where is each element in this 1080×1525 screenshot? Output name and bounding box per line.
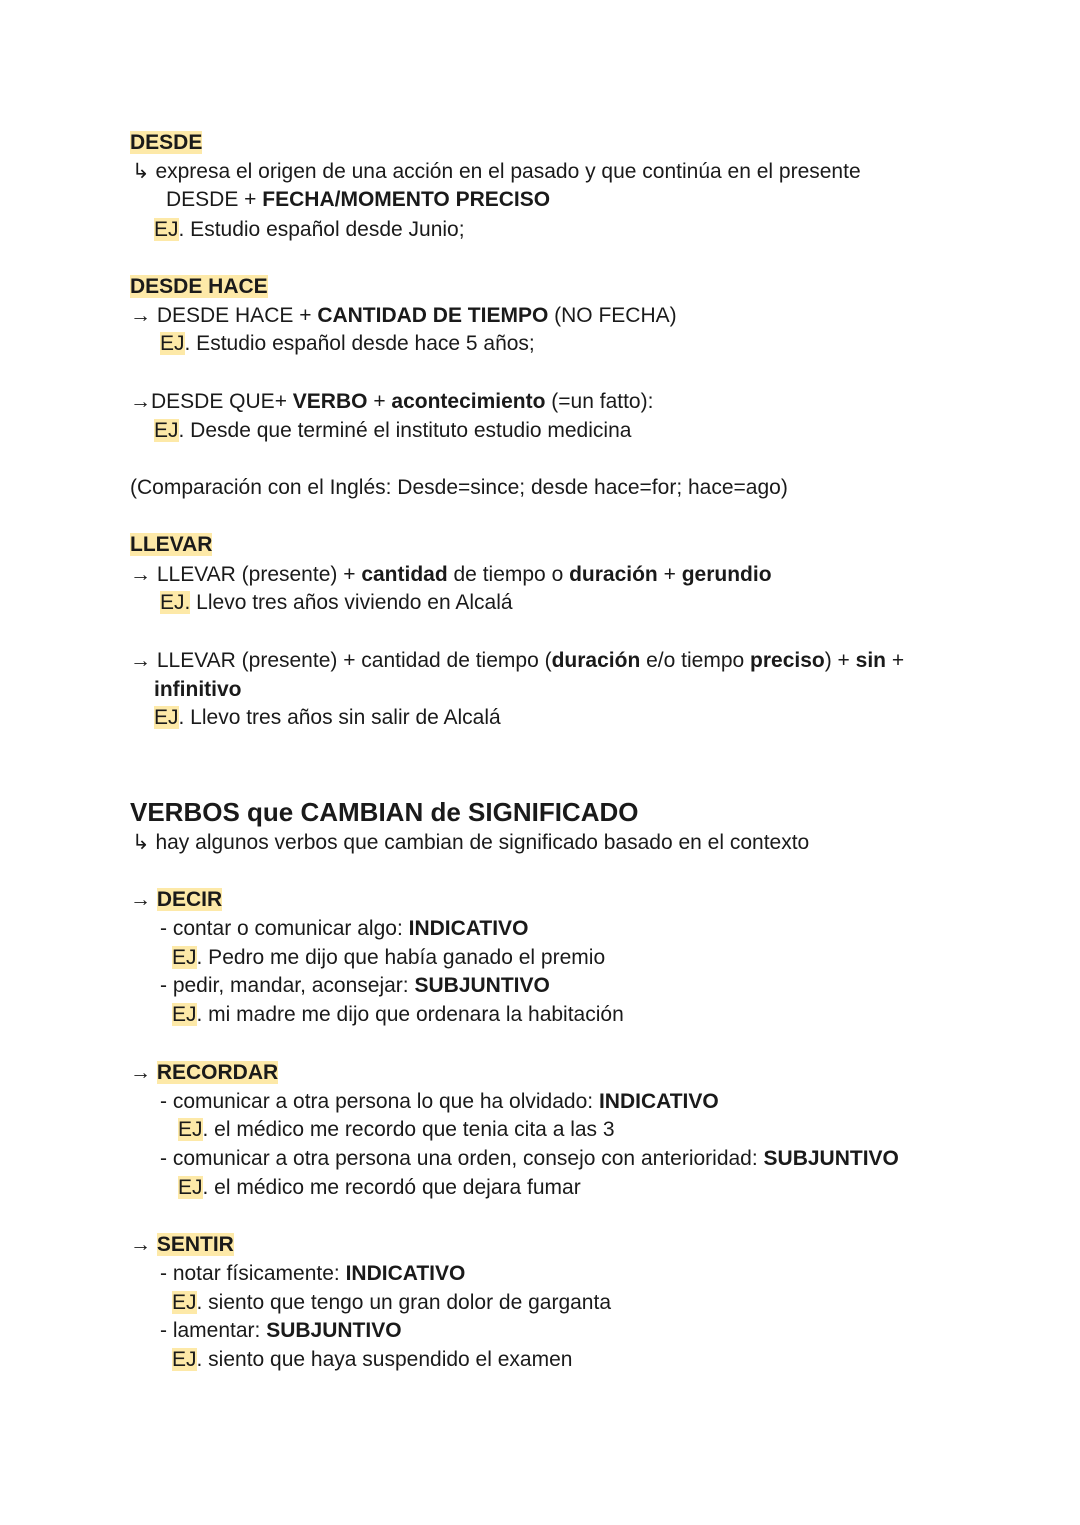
heading-decir: → DECIR [130,888,223,911]
decir-meaning-1: - contar o comunicar algo: INDICATIVO [160,917,529,940]
comparison-note: (Comparación con el Inglés: Desde=since; desde hace=for; hace=ago) [130,476,788,499]
decir-example-1: EJ. Pedro me dijo que había ganado el premio [172,946,606,969]
subarrow-icon: ↳ [132,831,150,854]
verbos-description: ↳ hay algunos verbos que cambian de significado basado en el contexto [132,831,810,854]
desde-hace-example: EJ. Estudio español desde hace 5 años; [160,332,535,355]
llevar-example-2: EJ. Llevo tres años sin salir de Alcalá [154,706,501,729]
llevar-rule-1: → LLEVAR (presente) + cantidad de tiempo o duración + gerundio [130,563,772,586]
recordar-meaning-2: - comunicar a otra persona una orden, consejo con anterioridad: SUBJUNTIVO [160,1147,899,1170]
llevar-rule-2: → LLEVAR (presente) + cantidad de tiempo (duración e/o tiempo preciso) + sin + [130,649,905,672]
desde-formula: DESDE + FECHA/MOMENTO PRECISO [166,188,551,211]
arrow-icon: → [130,1061,157,1084]
arrow-icon: → [130,888,157,911]
decir-example-2: EJ. mi madre me dijo que ordenara la habitación [172,1003,624,1026]
llevar-rule-2-continued: infinitivo [154,678,242,701]
heading-desde-hace: DESDE HACE [130,275,268,298]
sentir-example-2: EJ. siento que haya suspendido el examen [172,1348,573,1371]
desde-que-rule: →DESDE QUE+ VERBO + acontecimiento (=un fatto): [130,390,654,413]
heading-desde: DESDE [130,131,203,154]
sentir-meaning-1: - notar físicamente: INDICATIVO [160,1262,466,1285]
heading-sentir: → SENTIR [130,1233,234,1256]
sentir-example-1: EJ. siento que tengo un gran dolor de garganta [172,1291,611,1314]
llevar-example-1: EJ. Llevo tres años viviendo en Alcalá [160,591,513,614]
heading-recordar: → RECORDAR [130,1061,279,1084]
recordar-meaning-1: - comunicar a otra persona lo que ha olvidado: INDICATIVO [160,1090,719,1113]
section-title-verbos: VERBOS que CAMBIAN de SIGNIFICADO [130,797,639,827]
desde-description: ↳ expresa el origen de una acción en el pasado y que continúa en el presente [132,160,861,183]
decir-meaning-2: - pedir, mandar, aconsejar: SUBJUNTIVO [160,974,550,997]
recordar-example-1: EJ. el médico me recordo que tenia cita a las 3 [178,1118,615,1141]
subarrow-icon: ↳ [132,160,150,183]
recordar-example-2: EJ. el médico me recordó que dejara fumar [178,1176,581,1199]
desde-example: EJ. Estudio español desde Junio; [154,218,465,241]
sentir-meaning-2: - lamentar: SUBJUNTIVO [160,1319,402,1342]
desde-hace-rule: → DESDE HACE + CANTIDAD DE TIEMPO (NO FECHA) [130,304,677,327]
arrow-icon: → [130,1233,157,1256]
heading-llevar: LLEVAR [130,533,213,556]
desde-que-example: EJ. Desde que terminé el instituto estudio medicina [154,419,632,442]
